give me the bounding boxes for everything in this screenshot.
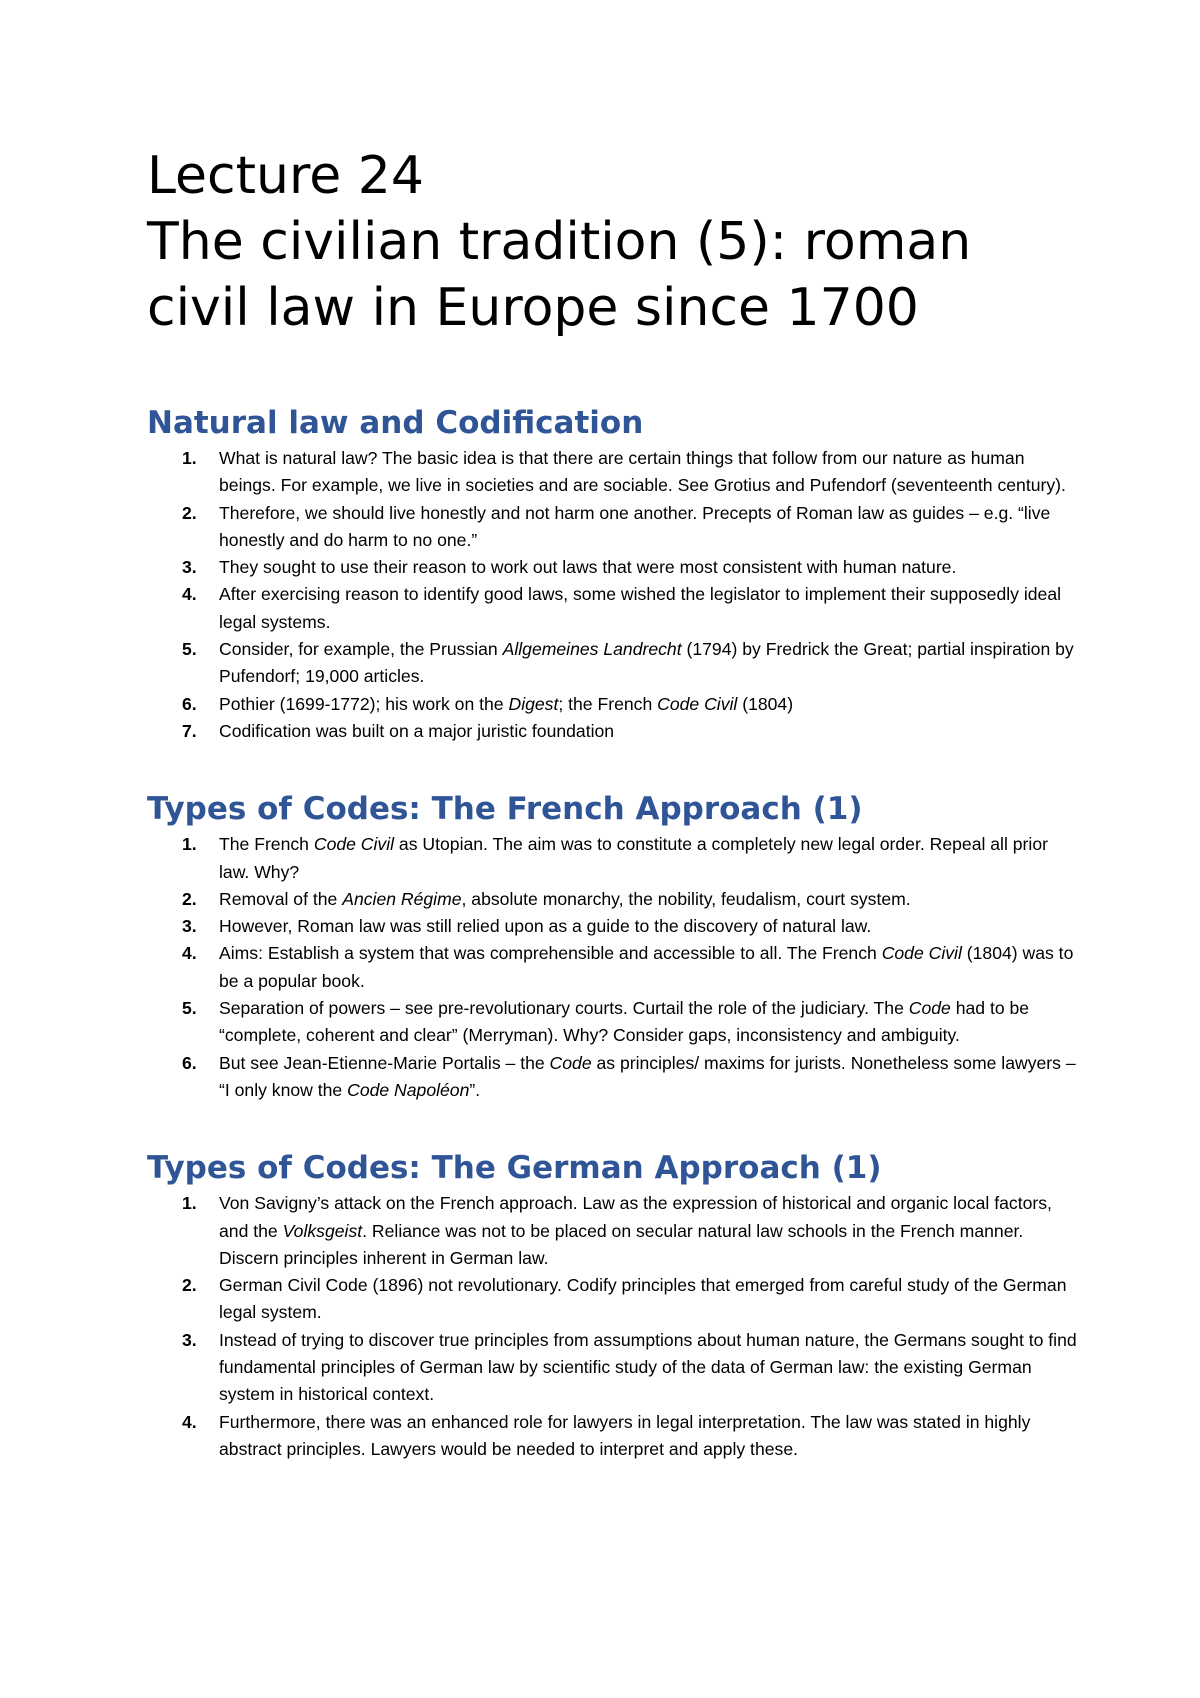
list-item-number: 4. [182,584,197,605]
list-item-number: 1. [182,834,197,855]
list-item-number: 1. [182,1193,197,1214]
list-item-number: 3. [182,1329,197,1350]
list-item-text: German Civil Code (1896) not revolutionary. Codify principles that emerged from careful study of the German legal system. [219,1275,1067,1323]
numbered-list [147,1190,1080,1463]
section-heading: Types of Codes: The German Approach (1) [147,1150,882,1187]
list-item [147,1190,1080,1272]
list-item-text: Furthermore, there was an enhanced role for lawyers in legal interpretation. The law was stated in highly abstract principles. Lawyers would be needed to interpret and apply these. [219,1411,1031,1459]
list-item [147,1272,1080,1327]
numbered-list [147,445,1080,745]
list-item [147,913,1080,940]
list-item [147,718,1080,745]
list-item-text: Therefore, we should live honestly and not harm one another. Precepts of Roman law as guides – e.g. “live honestly and do harm to no one.” [219,502,1051,550]
list-item-text: Consider, for example, the Prussian Allgemeines Landrecht (1794) by Fredrick the Great; partial inspiration by Pufendorf; 19,000 articles. [219,639,1074,687]
page-title [147,143,1080,341]
list-item-number: 4. [182,943,197,964]
list-item-number: 1. [182,448,197,468]
list-item [147,636,1080,691]
list-item [147,886,1080,913]
title-line-3: civil law in Europe since 1700 [147,278,919,338]
list-item-text: However, Roman law was still relied upon as a guide to the discovery of natural law. [219,916,872,937]
list-item [147,940,1080,995]
list-item-text: But see Jean-Etienne-Marie Portalis – the Code as principles/ maxims for jurists. Nonetheless some lawyers – “I only know the Code Napoléon”. [219,1052,1076,1100]
list-item-number: 5. [182,639,197,660]
list-item-text: Von Savigny’s attack on the French approach. Law as the expression of historical and organic local factors, and the Volksgeist. Reliance was not to be placed on secular natural law schools in the French manner. Discern principles inherent in German law. [219,1193,1052,1268]
numbered-list [147,831,1080,1104]
list-item-text: The French Code Civil as Utopian. The aim was to constitute a completely new legal order. Repeal all prior law. Why? [219,834,1048,882]
list-item-number: 2. [182,502,197,523]
document-body [147,403,1080,1463]
list-item-number: 6. [182,1052,197,1073]
list-item [147,995,1080,1050]
list-item-number: 4. [182,1411,197,1432]
title-line-2: The civilian tradition (5): roman [147,212,972,272]
list-item-text: Separation of powers – see pre-revolutionary courts. Curtail the role of the judiciary. The Code had to be “complete, coherent and clear” (Merryman). Why? Consider gaps, inconsistency and ambiguity. [219,998,1030,1046]
section-heading: Types of Codes: The French Approach (1) [147,791,863,828]
list-item [147,445,1080,500]
list-item-text: What is natural law? The basic idea is that there are certain things that follow from our nature as human beings. For example, we live in societies and are sociable. See Grotius and Pufendorf (seventeenth century). [219,448,1066,496]
list-item-number: 6. [182,693,197,714]
title-line-1: Lecture 24 [147,146,424,206]
list-item [147,691,1080,718]
list-item-number: 5. [182,998,197,1019]
list-item-number: 3. [182,916,197,937]
list-item [147,831,1080,886]
list-item [147,1409,1080,1464]
list-item [147,1327,1080,1409]
list-item-text: Pothier (1699-1772); his work on the Digest; the French Code Civil (1804) [219,693,794,714]
list-item [147,581,1080,636]
section-heading: Natural law and Codification [147,405,644,441]
list-item [147,500,1080,555]
list-item-text: After exercising reason to identify good laws, some wished the legislator to implement their supposedly ideal legal systems. [219,584,1062,632]
list-item [147,554,1080,581]
list-item-number: 2. [182,1275,197,1296]
list-item-number: 3. [182,557,197,578]
list-item [147,1050,1080,1105]
list-item-text: Instead of trying to discover true principles from assumptions about human nature, the Germans sought to find fundamental principles of German law by scientific study of the data of German law: the existing German system in historical context. [219,1329,1077,1405]
list-item-text: Removal of the Ancien Régime, absolute monarchy, the nobility, feudalism, court system. [219,888,911,909]
list-item-text: They sought to use their reason to work out laws that were most consistent with human nature. [219,557,957,578]
list-item-number: 2. [182,888,197,909]
list-item-number: 7. [182,720,197,741]
list-item-text: Aims: Establish a system that was comprehensible and accessible to all. The French Code Civil (1804) was to be a popular book. [219,943,1074,991]
list-item-text: Codification was built on a major juristic foundation [219,720,615,741]
